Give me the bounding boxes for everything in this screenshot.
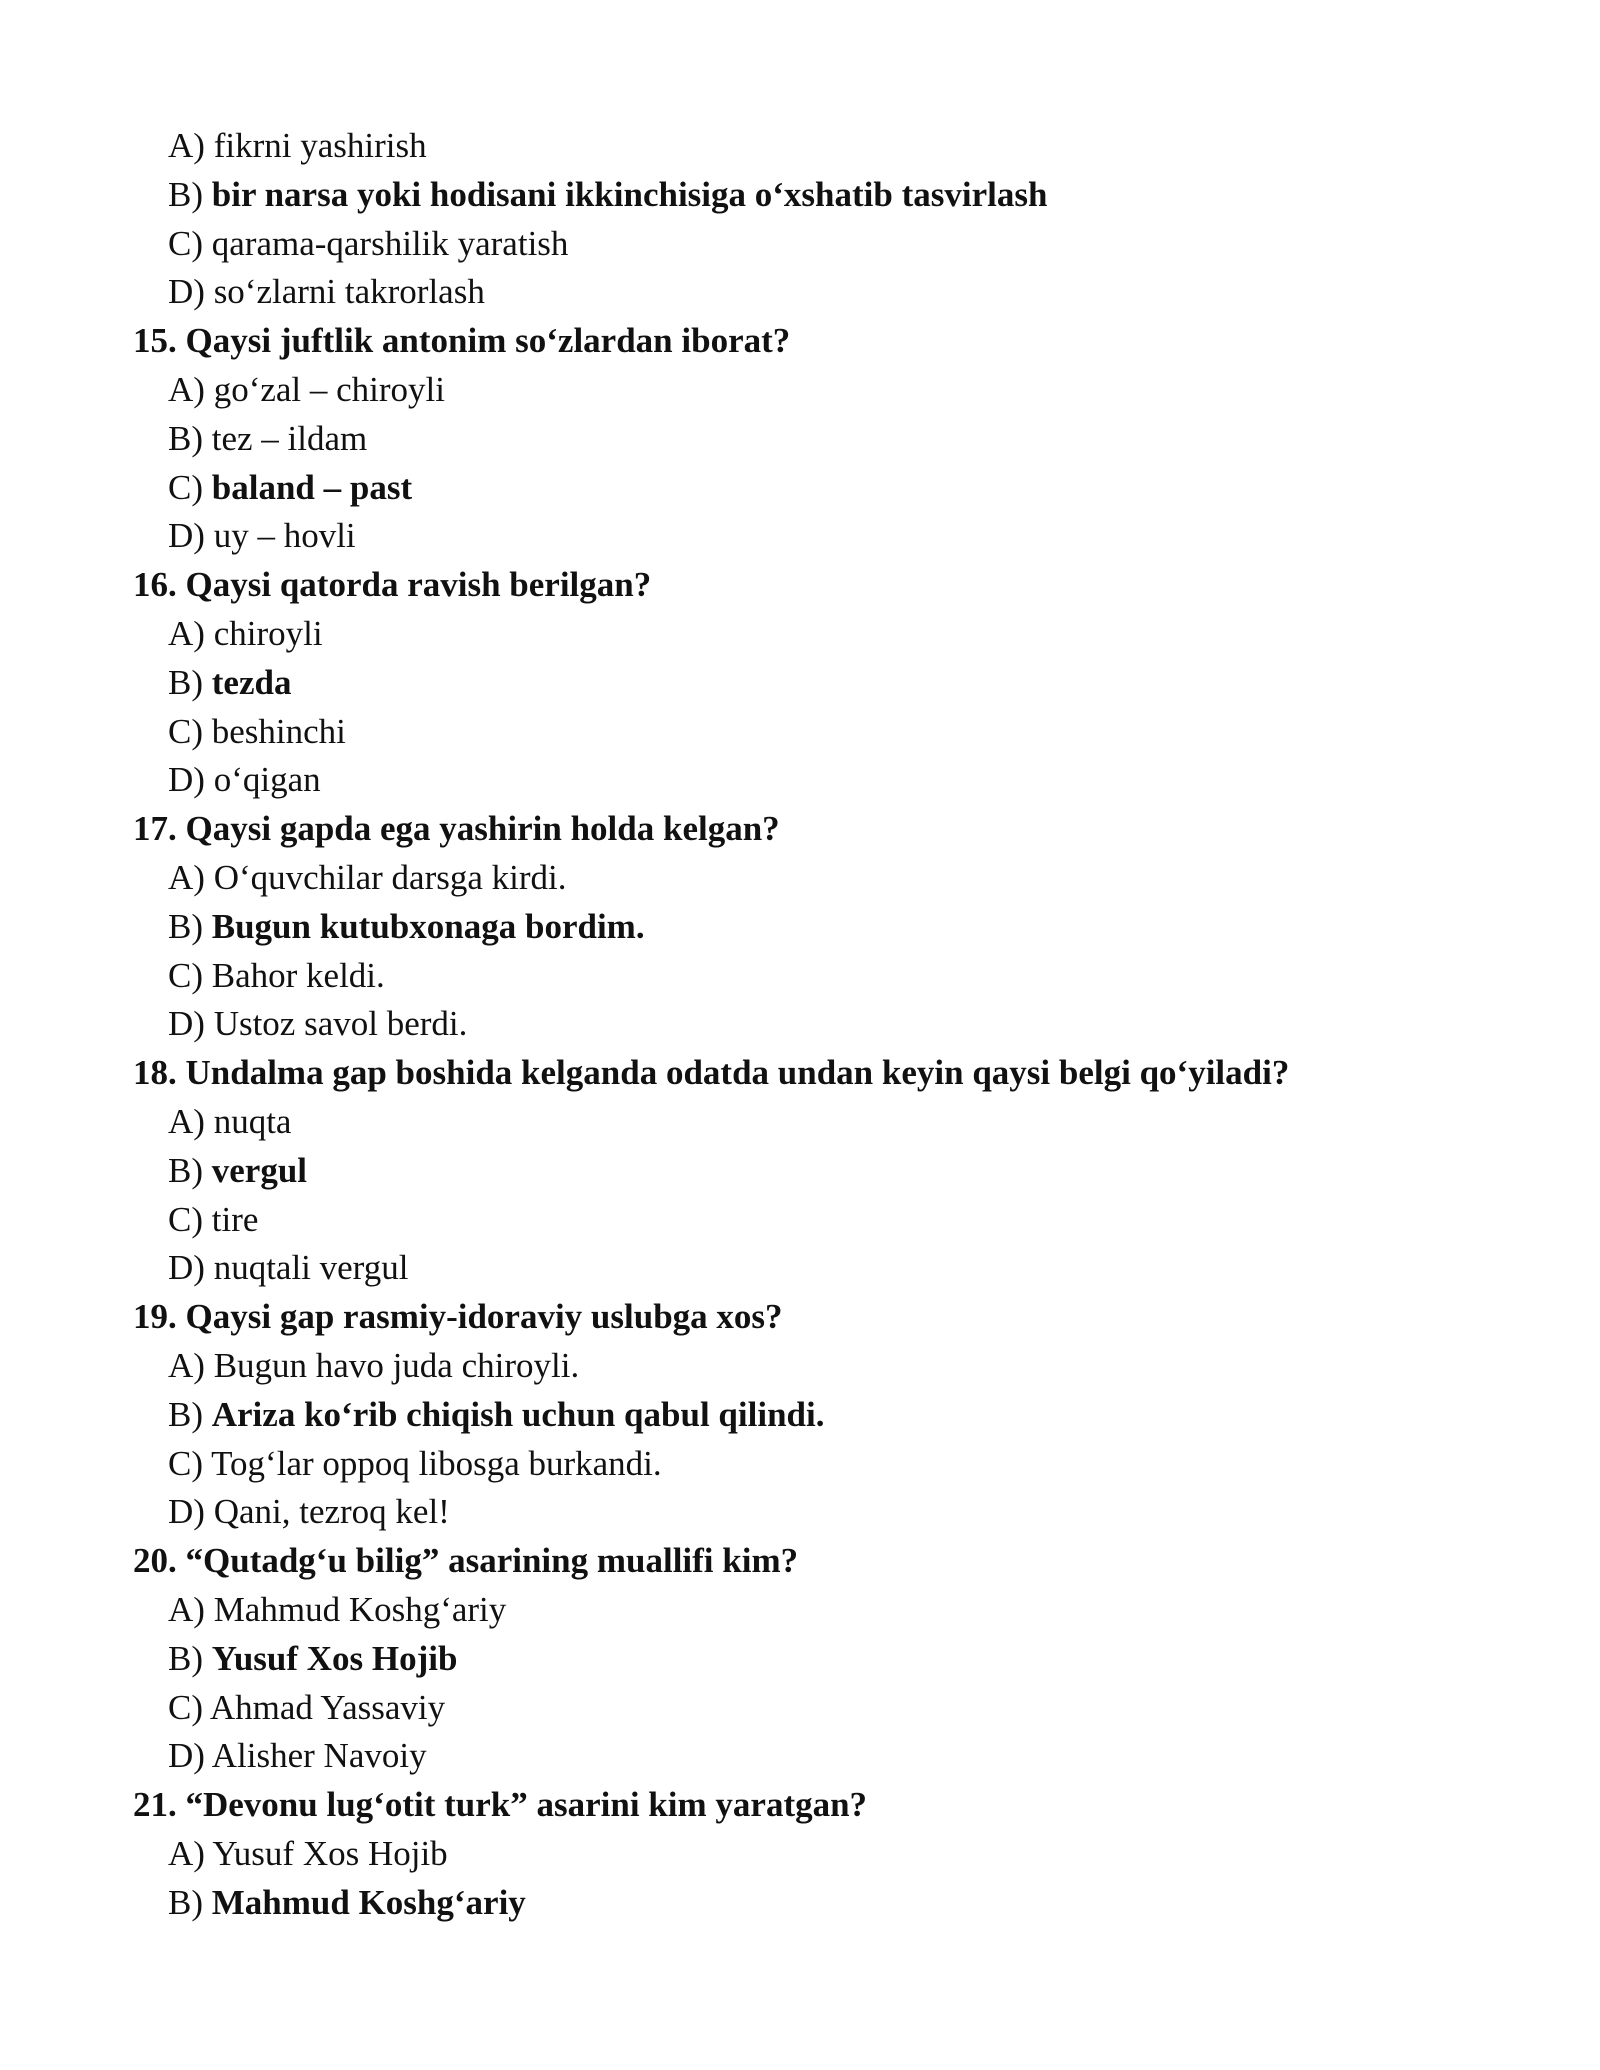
answer-option bbox=[0, 610, 1600, 659]
option-text: Qani, tezroq kel! bbox=[213, 1492, 450, 1532]
option-text: Tog‘lar oppoq libosga burkandi. bbox=[211, 1443, 662, 1483]
answer-option bbox=[0, 1000, 1600, 1049]
answer-option bbox=[0, 1879, 1600, 1928]
answer-option bbox=[0, 1732, 1600, 1781]
answer-option bbox=[0, 1830, 1600, 1879]
correct-answer-text: Yusuf Xos Hojib bbox=[211, 1638, 458, 1678]
answer-option bbox=[0, 1244, 1600, 1293]
option-text: uy – hovli bbox=[213, 516, 356, 556]
correct-answer-text: tezda bbox=[211, 662, 292, 702]
option-text: chiroyli bbox=[213, 613, 323, 653]
correct-answer-text: vergul bbox=[211, 1150, 308, 1190]
correct-answer-text: bir narsa yoki hodisani ikkinchisiga o‘xshatib tasvirlash bbox=[211, 174, 1048, 214]
option-letter: B) bbox=[168, 1394, 203, 1434]
option-letter: C) bbox=[168, 955, 203, 995]
answer-option bbox=[0, 122, 1600, 171]
option-letter: B) bbox=[168, 174, 203, 214]
question-text: 19. Qaysi gap rasmiy-idoraviy uslubga xos? bbox=[133, 1297, 783, 1337]
option-text: beshinchi bbox=[211, 711, 346, 751]
option-letter: C) bbox=[168, 467, 203, 507]
option-letter: D) bbox=[168, 1004, 205, 1044]
answer-option bbox=[0, 366, 1600, 415]
option-letter: A) bbox=[168, 1833, 205, 1873]
answer-option bbox=[0, 1196, 1600, 1245]
option-text: Yusuf Xos Hojib bbox=[212, 1833, 448, 1873]
option-letter: A) bbox=[168, 1589, 205, 1629]
answer-option bbox=[0, 1440, 1600, 1489]
option-text: nuqtali vergul bbox=[213, 1248, 409, 1288]
question-text: 20. “Qutadg‘u bilig” asarining muallifi kim? bbox=[133, 1541, 799, 1581]
question-text: 21. “Devonu lug‘otit turk” asarini kim yaratgan? bbox=[133, 1785, 868, 1825]
option-text: nuqta bbox=[213, 1101, 292, 1141]
option-letter: C) bbox=[168, 711, 203, 751]
answer-option bbox=[0, 1147, 1600, 1196]
answer-option bbox=[0, 1391, 1600, 1440]
option-letter: B) bbox=[168, 906, 203, 946]
answer-option bbox=[0, 512, 1600, 561]
option-letter: A) bbox=[168, 369, 205, 409]
option-letter: C) bbox=[168, 1443, 203, 1483]
answer-option bbox=[0, 1635, 1600, 1684]
correct-answer-text: Ariza ko‘rib chiqish uchun qabul qilindi. bbox=[211, 1394, 825, 1434]
option-text: fikrni yashirish bbox=[213, 126, 427, 165]
question-text: 15. Qaysi juftlik antonim so‘zlardan iborat? bbox=[133, 321, 791, 361]
answer-option bbox=[0, 708, 1600, 757]
option-letter: D) bbox=[168, 516, 205, 556]
answer-option bbox=[0, 464, 1600, 513]
option-letter: D) bbox=[168, 272, 205, 312]
option-letter: D) bbox=[168, 1736, 205, 1776]
option-text: so‘zlarni takrorlash bbox=[213, 272, 485, 312]
option-text: tire bbox=[211, 1199, 259, 1239]
correct-answer-text: Mahmud Koshg‘ariy bbox=[211, 1882, 526, 1922]
option-letter: A) bbox=[168, 1101, 205, 1141]
option-text: Bugun havo juda chiroyli. bbox=[213, 1345, 580, 1385]
option-letter: C) bbox=[168, 1687, 203, 1727]
answer-option bbox=[0, 854, 1600, 903]
option-letter: B) bbox=[168, 662, 203, 702]
correct-answer-text: Bugun kutubxonaga bordim. bbox=[211, 906, 645, 946]
option-letter: A) bbox=[168, 857, 205, 897]
option-text: Ustoz savol berdi. bbox=[213, 1004, 468, 1044]
option-text: Ahmad Yassaviy bbox=[209, 1687, 446, 1727]
answer-option bbox=[0, 1342, 1600, 1391]
option-text: O‘quvchilar darsga kirdi. bbox=[213, 857, 567, 897]
option-letter: D) bbox=[168, 1492, 205, 1532]
option-letter: A) bbox=[168, 126, 205, 165]
answer-option bbox=[0, 903, 1600, 952]
answer-option bbox=[0, 268, 1600, 317]
option-text: qarama-qarshilik yaratish bbox=[211, 223, 569, 263]
answer-option bbox=[0, 220, 1600, 269]
answer-option bbox=[0, 952, 1600, 1001]
option-letter: C) bbox=[168, 1199, 203, 1239]
option-text: tez – ildam bbox=[211, 418, 368, 458]
option-letter: D) bbox=[168, 760, 205, 800]
option-text: Bahor keldi. bbox=[211, 955, 385, 995]
option-letter: D) bbox=[168, 1248, 205, 1288]
answer-option bbox=[0, 1586, 1600, 1635]
question-text: 18. Undalma gap boshida kelganda odatda undan keyin qaysi belgi qo‘yiladi? bbox=[133, 1053, 1290, 1093]
correct-answer-text: baland – past bbox=[211, 467, 413, 507]
answer-option bbox=[0, 415, 1600, 464]
option-letter: A) bbox=[168, 613, 205, 653]
option-letter: B) bbox=[168, 1638, 203, 1678]
answer-option bbox=[0, 1684, 1600, 1733]
question-text: 17. Qaysi gapda ega yashirin holda kelgan? bbox=[133, 809, 780, 849]
option-letter: A) bbox=[168, 1345, 205, 1385]
option-letter: B) bbox=[168, 1150, 203, 1190]
answer-option bbox=[0, 659, 1600, 708]
answer-option bbox=[0, 171, 1600, 220]
answer-option bbox=[0, 1488, 1600, 1537]
option-text: Mahmud Koshg‘ariy bbox=[213, 1589, 507, 1629]
option-letter: B) bbox=[168, 418, 203, 458]
answer-option bbox=[0, 1098, 1600, 1147]
question-text: 16. Qaysi qatorda ravish berilgan? bbox=[133, 565, 652, 605]
option-letter: B) bbox=[168, 1882, 203, 1922]
test-document bbox=[0, 122, 1600, 1927]
answer-option bbox=[0, 756, 1600, 805]
option-text: o‘qigan bbox=[213, 760, 321, 800]
option-letter: C) bbox=[168, 223, 203, 263]
option-text: go‘zal – chiroyli bbox=[213, 369, 445, 409]
option-text: Alisher Navoiy bbox=[211, 1736, 427, 1776]
